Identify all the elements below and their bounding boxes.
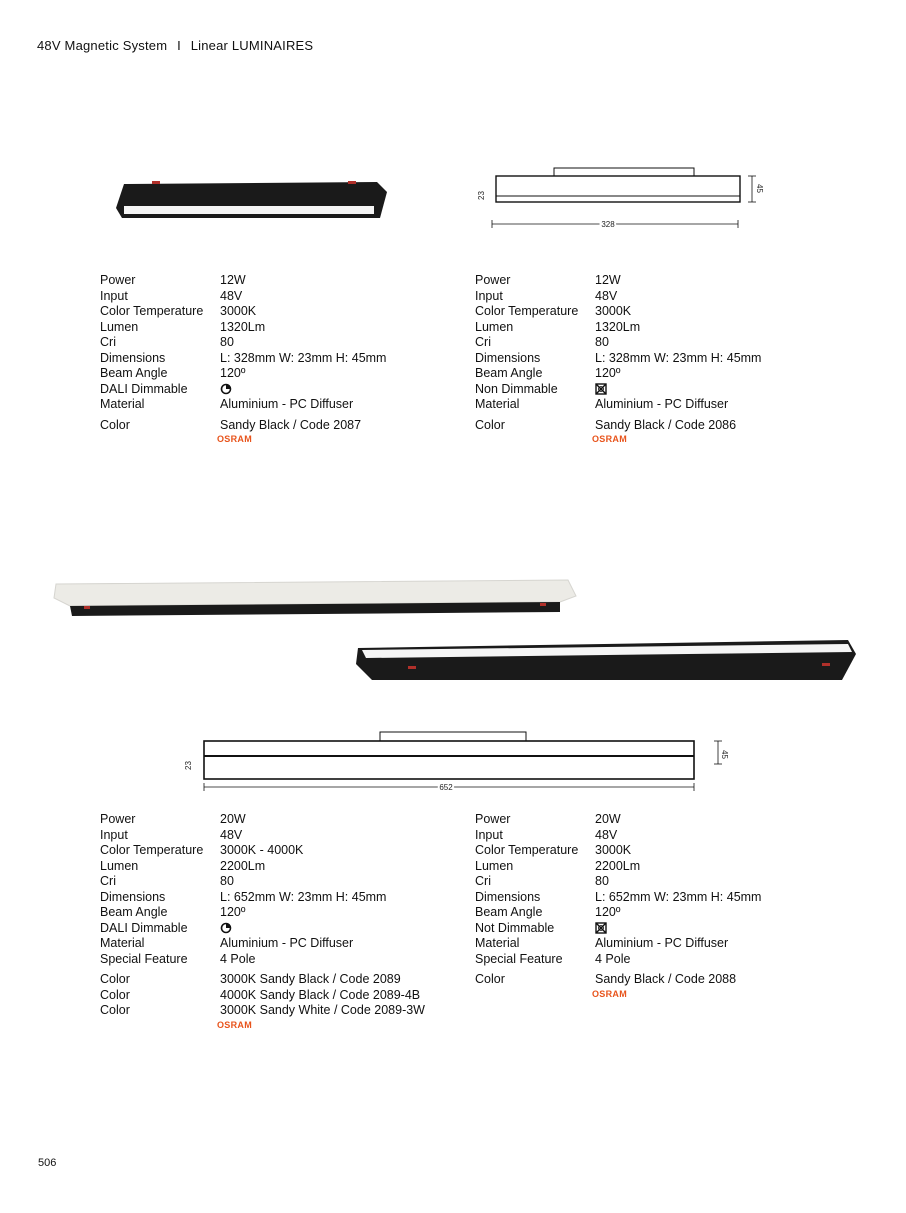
spec-row-color: Color Sandy Black / Code 2088: [475, 972, 737, 986]
spec-row-lumen: Lumen 1320Lm: [475, 319, 641, 334]
product-photo-small-black: [112, 178, 392, 224]
osram-logo: OSRAM: [592, 434, 627, 444]
spec-row-material: Material Aluminium - PC Diffuser: [100, 397, 354, 411]
spec-row-material: Material Aluminium - PC Diffuser: [475, 936, 729, 950]
spec-row-color: Color 3000K Sandy Black / Code 2089: [100, 972, 401, 986]
header-category: Linear LUMINAIRES: [190, 38, 314, 53]
spec-row-power: Power 20W: [100, 812, 246, 826]
spec-row-input: Input 48V: [475, 827, 618, 842]
spec-row-dimming: Not Dimmable: [475, 921, 761, 937]
spec-row-dimensions: Dimensions L: 652mm W: 23mm H: 45mm: [475, 889, 762, 904]
dali-dimmable-icon: [220, 922, 232, 934]
dali-dimmable-icon: [220, 383, 232, 395]
spec-row-lumen: Lumen 2200Lm: [100, 858, 266, 873]
spec-row-dimensions: Dimensions L: 328mm W: 23mm H: 45mm: [475, 350, 762, 365]
spec-row-color-temperature: Color Temperature 3000K: [100, 304, 257, 318]
non-dimmable-icon: [595, 922, 607, 934]
spec-row-power: Power 20W: [475, 812, 621, 826]
page-header: [37, 38, 313, 53]
spec-row-dimming: DALI Dimmable: [100, 921, 425, 937]
spec-row-dimensions: Dimensions L: 652mm W: 23mm H: 45mm: [100, 889, 387, 904]
drawing-small-depth: 45: [755, 184, 764, 193]
spec-row-cri: Cri 80: [100, 874, 234, 888]
spec-row-power: Power 12W: [475, 273, 621, 287]
osram-logo: OSRAM: [217, 434, 252, 444]
drawing-small-height: 23: [477, 191, 486, 200]
spec-row-input: Input 48V: [475, 288, 618, 303]
spec-row-color: Color 4000K Sandy Black / Code 2089-4B: [100, 987, 421, 1002]
page-number: 506: [38, 1157, 57, 1169]
spec-row-material: Material Aluminium - PC Diffuser: [100, 936, 354, 950]
osram-logo: OSRAM: [592, 988, 627, 999]
spec-row-dimensions: Dimensions L: 328mm W: 23mm H: 45mm: [100, 350, 387, 365]
header-system: Magnetic System: [64, 38, 168, 53]
spec-row-dimming: Non Dimmable: [475, 382, 761, 398]
spec-block-2089: [100, 812, 425, 1031]
spec-row-lumen: Lumen 1320Lm: [100, 319, 266, 334]
spec-row-color-temperature: Color Temperature 3000K - 4000K: [100, 843, 304, 857]
drawing-small-length: 328: [601, 220, 615, 229]
product-photo-long-white: [48, 578, 578, 618]
spec-row-color-temperature: Color Temperature 3000K: [475, 843, 632, 857]
osram-logo: OSRAM: [217, 1019, 252, 1030]
spec-block-2087: [100, 273, 386, 445]
drawing-large-height: 23: [184, 761, 193, 770]
spec-row-material: Material Aluminium - PC Diffuser: [475, 397, 729, 411]
spec-row-input: Input 48V: [100, 288, 243, 303]
technical-drawing-large: [180, 726, 740, 796]
spec-row-color: Color 3000K Sandy White / Code 2089-3W: [100, 1003, 425, 1017]
spec-row-beam-angle: Beam Angle 120º: [100, 905, 246, 919]
spec-row-cri: Cri 80: [475, 335, 609, 349]
product-photo-long-black: [352, 638, 862, 684]
spec-row-cri: Cri 80: [475, 874, 609, 888]
spec-row-color: Color Sandy Black / Code 2086: [475, 417, 737, 432]
non-dimmable-icon: [595, 383, 607, 395]
spec-row-beam-angle: Beam Angle 120º: [475, 366, 621, 380]
spec-row-color: Color Sandy Black / Code 2087: [100, 417, 362, 432]
spec-row-dimming: DALI Dimmable: [100, 382, 386, 398]
spec-row-color-temperature: Color Temperature 3000K: [475, 304, 632, 318]
spec-row-beam-angle: Beam Angle 120º: [100, 366, 246, 380]
spec-row-special-feature: Special Feature 4 Pole: [475, 951, 631, 966]
spec-row-lumen: Lumen 2200Lm: [475, 858, 641, 873]
drawing-large-depth: 45: [720, 750, 729, 759]
spec-row-input: Input 48V: [100, 827, 243, 842]
spec-block-2086: [475, 273, 761, 445]
technical-drawing-small: [474, 164, 764, 234]
spec-row-power: Power 12W: [100, 273, 246, 287]
spec-row-special-feature: Special Feature 4 Pole: [100, 951, 256, 966]
drawing-large-length: 652: [439, 783, 453, 792]
header-voltage: 48V: [37, 38, 61, 53]
spec-row-cri: Cri 80: [100, 335, 234, 349]
header-separator: I: [177, 38, 181, 53]
spec-block-2088: [475, 812, 761, 1000]
spec-row-beam-angle: Beam Angle 120º: [475, 905, 621, 919]
